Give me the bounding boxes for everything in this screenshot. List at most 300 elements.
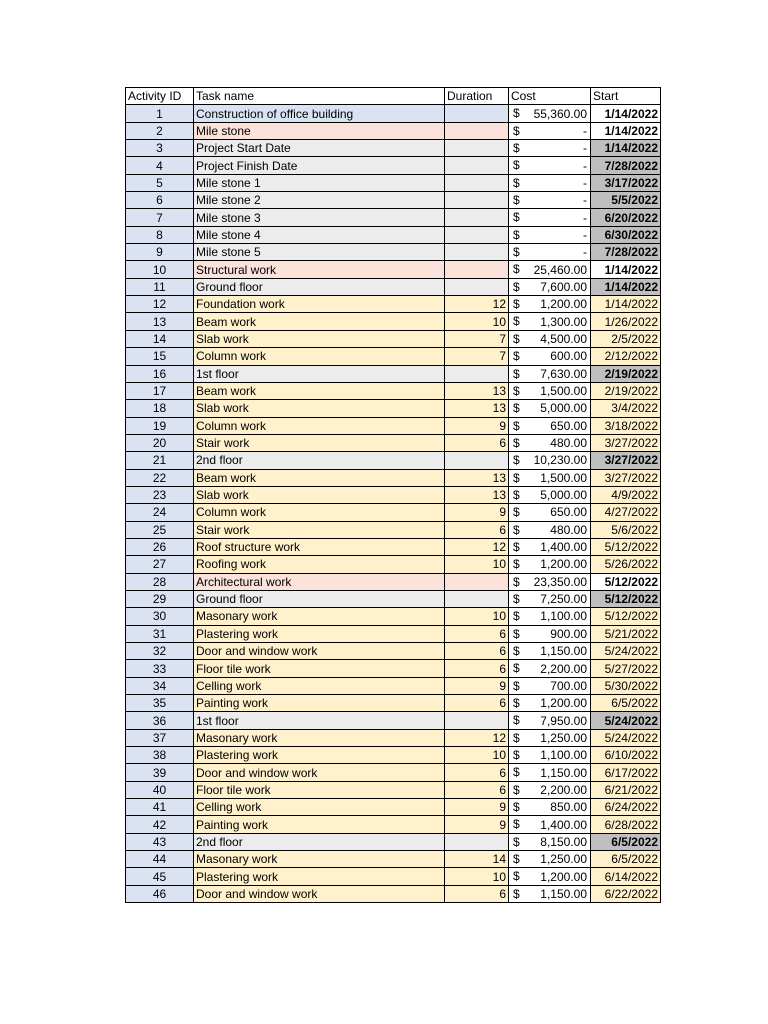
cost-cell[interactable]	[509, 469, 591, 486]
cost-cell[interactable]	[509, 192, 591, 209]
activity-id-cell[interactable]: 7	[126, 209, 194, 226]
duration-cell[interactable]: 13	[445, 400, 509, 417]
currency-symbol: $	[513, 591, 520, 606]
activity-id-cell[interactable]: 16	[126, 365, 194, 382]
start-date-cell[interactable]: 4/9/2022	[591, 486, 661, 503]
duration-cell[interactable]: 6	[445, 885, 509, 902]
task-name-cell[interactable]: Beam work	[194, 313, 445, 330]
task-name-cell[interactable]: Mile stone 4	[194, 226, 445, 243]
activity-id-cell[interactable]: 33	[126, 660, 194, 677]
duration-cell[interactable]: 6	[445, 625, 509, 642]
activity-id-cell[interactable]: 9	[126, 244, 194, 261]
cost-cell[interactable]	[509, 226, 591, 243]
task-name-cell[interactable]: Floor tile work	[194, 781, 445, 798]
cost-cell[interactable]	[509, 695, 591, 712]
duration-cell[interactable]: 13	[445, 382, 509, 399]
table-row	[126, 747, 661, 764]
currency-symbol: $	[513, 574, 520, 589]
start-date-cell[interactable]: 1/14/2022	[591, 140, 661, 157]
activity-id-cell[interactable]: 20	[126, 434, 194, 451]
activity-id-cell[interactable]: 2	[126, 122, 194, 139]
cost-cell[interactable]	[509, 313, 591, 330]
task-name-cell[interactable]: Celling work	[194, 677, 445, 694]
cost-amount: 55,360.00	[533, 106, 587, 121]
task-name-cell[interactable]: Slab work	[194, 330, 445, 347]
cost-amount: 25,460.00	[533, 262, 587, 277]
start-date-cell[interactable]: 7/28/2022	[591, 157, 661, 174]
task-name-cell[interactable]: Slab work	[194, 486, 445, 503]
cost-amount: 1,150.00	[540, 765, 587, 780]
table-row	[126, 781, 661, 798]
activity-id-cell[interactable]: 1	[126, 105, 194, 122]
task-name-cell[interactable]: Door and window work	[194, 885, 445, 902]
task-name-cell[interactable]: Construction of office building	[194, 105, 445, 122]
start-date-cell[interactable]: 3/27/2022	[591, 434, 661, 451]
currency-symbol: $	[513, 401, 520, 416]
start-date-cell[interactable]: 5/12/2022	[591, 573, 661, 590]
task-name-cell[interactable]: Foundation work	[194, 296, 445, 313]
cost-cell[interactable]	[509, 677, 591, 694]
currency-symbol: $	[513, 262, 520, 277]
start-date-cell[interactable]: 2/19/2022	[591, 382, 661, 399]
currency-symbol: $	[513, 487, 520, 502]
duration-cell[interactable]: 9	[445, 504, 509, 521]
duration-cell[interactable]: 9	[445, 677, 509, 694]
duration-cell[interactable]	[445, 833, 509, 850]
activity-id-cell[interactable]: 21	[126, 452, 194, 469]
cost-cell[interactable]	[509, 573, 591, 590]
currency-symbol: $	[513, 314, 520, 329]
start-date-cell[interactable]: 6/5/2022	[591, 695, 661, 712]
duration-cell[interactable]	[445, 590, 509, 607]
task-name-cell[interactable]: Floor tile work	[194, 660, 445, 677]
task-name-cell[interactable]: Celling work	[194, 799, 445, 816]
task-name-cell[interactable]: Beam work	[194, 382, 445, 399]
activity-id-cell[interactable]: 27	[126, 556, 194, 573]
start-date-cell[interactable]: 3/17/2022	[591, 174, 661, 191]
activity-id-cell[interactable]: 15	[126, 348, 194, 365]
duration-cell[interactable]	[445, 712, 509, 729]
cost-amount: 23,350.00	[533, 574, 587, 589]
duration-cell[interactable]	[445, 105, 509, 122]
start-date-cell[interactable]: 2/19/2022	[591, 365, 661, 382]
task-name-cell[interactable]: Roof structure work	[194, 538, 445, 555]
start-date-cell[interactable]: 3/4/2022	[591, 400, 661, 417]
currency-symbol: $	[513, 817, 520, 832]
task-name-cell[interactable]: 2nd floor	[194, 833, 445, 850]
table-row	[126, 538, 661, 555]
currency-symbol: $	[513, 782, 520, 797]
cost-amount: 480.00	[550, 436, 587, 451]
table-row	[126, 278, 661, 295]
cost-cell[interactable]	[509, 434, 591, 451]
table-row	[126, 660, 661, 677]
cost-cell[interactable]	[509, 781, 591, 798]
cost-amount: 7,250.00	[540, 592, 587, 607]
activity-id-cell[interactable]: 13	[126, 313, 194, 330]
cost-cell[interactable]	[509, 590, 591, 607]
table-row	[126, 261, 661, 278]
cost-cell[interactable]	[509, 868, 591, 885]
start-date-cell[interactable]: 5/27/2022	[591, 660, 661, 677]
currency-symbol: $	[513, 470, 520, 485]
duration-cell[interactable]: 6	[445, 521, 509, 538]
task-name-cell[interactable]: Project Finish Date	[194, 157, 445, 174]
cost-cell[interactable]	[509, 382, 591, 399]
duration-cell[interactable]	[445, 365, 509, 382]
cost-cell[interactable]	[509, 625, 591, 642]
start-date-cell[interactable]: 3/27/2022	[591, 469, 661, 486]
activity-id-cell[interactable]: 6	[126, 192, 194, 209]
duration-cell[interactable]: 6	[445, 695, 509, 712]
task-name-cell[interactable]: Plastering work	[194, 747, 445, 764]
start-date-cell[interactable]: 6/17/2022	[591, 764, 661, 781]
start-date-cell[interactable]: 5/5/2022	[591, 192, 661, 209]
currency-symbol: $	[513, 713, 520, 728]
cost-amount: 650.00	[550, 505, 587, 520]
duration-cell[interactable]: 6	[445, 660, 509, 677]
activity-id-cell[interactable]: 43	[126, 833, 194, 850]
task-name-cell[interactable]: Plastering work	[194, 868, 445, 885]
cost-cell[interactable]	[509, 400, 591, 417]
cost-cell[interactable]	[509, 365, 591, 382]
task-name-cell[interactable]: Column work	[194, 504, 445, 521]
currency-symbol: $	[513, 435, 520, 450]
duration-cell[interactable]: 10	[445, 313, 509, 330]
duration-cell[interactable]: 14	[445, 851, 509, 868]
cost-amount: 2,200.00	[540, 782, 587, 797]
cost-amount: 1,100.00	[540, 748, 587, 763]
activity-id-cell[interactable]: 8	[126, 226, 194, 243]
start-date-cell[interactable]: 1/26/2022	[591, 313, 661, 330]
duration-cell[interactable]: 9	[445, 417, 509, 434]
cost-cell[interactable]	[509, 244, 591, 261]
cost-amount: -	[583, 175, 587, 190]
currency-symbol: $	[513, 106, 520, 121]
start-date-cell[interactable]: 6/14/2022	[591, 868, 661, 885]
duration-cell[interactable]	[445, 261, 509, 278]
cost-cell[interactable]	[509, 521, 591, 538]
start-date-cell[interactable]: 3/18/2022	[591, 417, 661, 434]
task-name-cell[interactable]: Structural work	[194, 261, 445, 278]
cost-amount: 1,100.00	[540, 609, 587, 624]
cost-cell[interactable]	[509, 764, 591, 781]
table-row	[126, 382, 661, 399]
cost-cell[interactable]	[509, 885, 591, 902]
currency-symbol: $	[513, 210, 520, 225]
task-name-cell[interactable]: Plastering work	[194, 625, 445, 642]
duration-cell[interactable]: 12	[445, 296, 509, 313]
activity-id-cell[interactable]: 23	[126, 486, 194, 503]
cost-cell[interactable]	[509, 833, 591, 850]
duration-cell[interactable]	[445, 174, 509, 191]
activity-id-cell[interactable]: 35	[126, 695, 194, 712]
task-name-cell[interactable]: Ground floor	[194, 590, 445, 607]
currency-symbol: $	[513, 765, 520, 780]
activity-id-cell[interactable]: 37	[126, 729, 194, 746]
cost-amount: 1,200.00	[540, 869, 587, 884]
duration-cell[interactable]: 6	[445, 434, 509, 451]
task-name-cell[interactable]: Door and window work	[194, 764, 445, 781]
start-date-cell[interactable]: 1/14/2022	[591, 296, 661, 313]
start-date-cell[interactable]: 5/12/2022	[591, 590, 661, 607]
activity-id-cell[interactable]: 4	[126, 157, 194, 174]
task-name-cell[interactable]: 2nd floor	[194, 452, 445, 469]
start-date-cell[interactable]: 6/5/2022	[591, 851, 661, 868]
cost-cell[interactable]	[509, 157, 591, 174]
cost-cell[interactable]	[509, 278, 591, 295]
currency-symbol: $	[513, 158, 520, 173]
duration-cell[interactable]	[445, 122, 509, 139]
cost-amount: 1,150.00	[540, 886, 587, 901]
cost-cell[interactable]	[509, 486, 591, 503]
activity-id-cell[interactable]: 25	[126, 521, 194, 538]
currency-symbol: $	[513, 800, 520, 815]
start-date-cell[interactable]: 6/5/2022	[591, 833, 661, 850]
activity-id-cell[interactable]: 29	[126, 590, 194, 607]
activity-id-cell[interactable]: 42	[126, 816, 194, 833]
duration-cell[interactable]: 10	[445, 868, 509, 885]
task-name-cell[interactable]: Column work	[194, 417, 445, 434]
duration-cell[interactable]	[445, 573, 509, 590]
start-date-cell[interactable]: 6/30/2022	[591, 226, 661, 243]
duration-cell[interactable]: 10	[445, 747, 509, 764]
start-date-cell[interactable]: 6/21/2022	[591, 781, 661, 798]
task-name-cell[interactable]: Stair work	[194, 521, 445, 538]
duration-cell[interactable]: 12	[445, 538, 509, 555]
duration-cell[interactable]	[445, 157, 509, 174]
currency-symbol: $	[513, 349, 520, 364]
activity-id-cell[interactable]: 46	[126, 885, 194, 902]
table-row	[126, 244, 661, 261]
start-date-cell[interactable]: 2/5/2022	[591, 330, 661, 347]
duration-cell[interactable]: 9	[445, 816, 509, 833]
activity-id-cell[interactable]: 30	[126, 608, 194, 625]
duration-cell[interactable]: 7	[445, 348, 509, 365]
start-date-cell[interactable]: 3/27/2022	[591, 452, 661, 469]
table-row	[126, 799, 661, 816]
activity-id-cell[interactable]: 40	[126, 781, 194, 798]
table-row	[126, 122, 661, 139]
table-row	[126, 469, 661, 486]
task-name-cell[interactable]: Beam work	[194, 469, 445, 486]
activity-id-cell[interactable]: 39	[126, 764, 194, 781]
currency-symbol: $	[513, 193, 520, 208]
cost-cell[interactable]	[509, 330, 591, 347]
start-date-cell[interactable]: 1/14/2022	[591, 122, 661, 139]
cost-cell[interactable]	[509, 712, 591, 729]
duration-cell[interactable]	[445, 226, 509, 243]
duration-cell[interactable]: 10	[445, 608, 509, 625]
cost-cell[interactable]	[509, 174, 591, 191]
start-date-cell[interactable]: 5/6/2022	[591, 521, 661, 538]
activity-id-cell[interactable]: 22	[126, 469, 194, 486]
cost-amount: -	[583, 193, 587, 208]
currency-symbol: $	[513, 730, 520, 745]
currency-symbol: $	[513, 297, 520, 312]
start-date-cell[interactable]: 5/12/2022	[591, 608, 661, 625]
start-date-cell[interactable]: 6/24/2022	[591, 799, 661, 816]
activity-id-cell[interactable]: 11	[126, 278, 194, 295]
duration-cell[interactable]	[445, 140, 509, 157]
task-name-cell[interactable]: Mile stone 5	[194, 244, 445, 261]
cost-cell[interactable]	[509, 608, 591, 625]
cost-cell[interactable]	[509, 747, 591, 764]
currency-symbol: $	[513, 886, 520, 901]
activity-id-cell[interactable]: 36	[126, 712, 194, 729]
task-name-cell[interactable]: Architectural work	[194, 573, 445, 590]
duration-cell[interactable]: 13	[445, 486, 509, 503]
start-date-cell[interactable]: 2/12/2022	[591, 348, 661, 365]
currency-symbol: $	[513, 644, 520, 658]
activity-id-cell[interactable]: 31	[126, 625, 194, 642]
task-name-cell[interactable]: Mile stone 2	[194, 192, 445, 209]
cost-amount: 1,400.00	[540, 817, 587, 832]
activity-id-cell[interactable]: 18	[126, 400, 194, 417]
cost-amount: 1,500.00	[540, 470, 587, 485]
task-name-cell[interactable]: Stair work	[194, 434, 445, 451]
cost-cell[interactable]	[509, 643, 591, 660]
task-name-cell[interactable]: Mile stone	[194, 122, 445, 139]
table-row	[126, 105, 661, 122]
activity-id-cell[interactable]: 5	[126, 174, 194, 191]
start-date-cell[interactable]: 5/26/2022	[591, 556, 661, 573]
duration-cell[interactable]	[445, 278, 509, 295]
activity-id-cell[interactable]: 19	[126, 417, 194, 434]
activity-id-cell[interactable]: 28	[126, 573, 194, 590]
start-date-cell[interactable]: 6/20/2022	[591, 209, 661, 226]
duration-cell[interactable]: 7	[445, 330, 509, 347]
cost-cell[interactable]	[509, 504, 591, 521]
table-row	[126, 643, 661, 660]
cost-cell[interactable]	[509, 348, 591, 365]
activity-id-cell[interactable]: 17	[126, 382, 194, 399]
table-row	[126, 504, 661, 521]
task-name-cell[interactable]: Ground floor	[194, 278, 445, 295]
cost-cell[interactable]	[509, 660, 591, 677]
cost-cell[interactable]	[509, 417, 591, 434]
task-name-cell[interactable]: Masonary work	[194, 729, 445, 746]
duration-cell[interactable]	[445, 244, 509, 261]
activity-id-cell[interactable]: 10	[126, 261, 194, 278]
header-start: Start	[591, 88, 661, 105]
task-name-cell[interactable]: 1st floor	[194, 365, 445, 382]
cost-cell[interactable]	[509, 538, 591, 555]
cost-cell[interactable]	[509, 261, 591, 278]
activity-id-cell[interactable]: 32	[126, 643, 194, 660]
cost-cell[interactable]	[509, 799, 591, 816]
task-name-cell[interactable]: Column work	[194, 348, 445, 365]
start-date-cell[interactable]: 5/24/2022	[591, 712, 661, 729]
cost-cell[interactable]	[509, 209, 591, 226]
table-row	[126, 764, 661, 781]
cost-amount: -	[583, 245, 587, 260]
cost-amount: 1,200.00	[540, 297, 587, 312]
start-date-cell[interactable]: 5/24/2022	[591, 729, 661, 746]
activity-id-cell[interactable]: 45	[126, 868, 194, 885]
start-date-cell[interactable]: 4/27/2022	[591, 504, 661, 521]
currency-symbol: $	[513, 661, 520, 676]
task-name-cell[interactable]: Slab work	[194, 400, 445, 417]
activity-id-cell[interactable]: 3	[126, 140, 194, 157]
activity-id-cell[interactable]: 38	[126, 747, 194, 764]
activity-id-cell[interactable]: 41	[126, 799, 194, 816]
table-row	[126, 330, 661, 347]
activity-id-cell[interactable]: 26	[126, 538, 194, 555]
cost-cell[interactable]	[509, 105, 591, 122]
table-row	[126, 157, 661, 174]
task-name-cell[interactable]: Project Start Date	[194, 140, 445, 157]
task-name-cell[interactable]: Painting work	[194, 816, 445, 833]
start-date-cell[interactable]: 7/28/2022	[591, 244, 661, 261]
task-name-cell[interactable]: Masonary work	[194, 608, 445, 625]
task-name-cell[interactable]: Mile stone 3	[194, 209, 445, 226]
start-date-cell[interactable]: 5/21/2022	[591, 625, 661, 642]
activity-id-cell[interactable]: 14	[126, 330, 194, 347]
cost-cell[interactable]	[509, 452, 591, 469]
task-name-cell[interactable]: Roofing work	[194, 556, 445, 573]
duration-cell[interactable]: 13	[445, 469, 509, 486]
header-duration: Duration	[445, 88, 509, 105]
table-row	[126, 140, 661, 157]
cost-cell[interactable]	[509, 296, 591, 313]
cost-cell[interactable]	[509, 556, 591, 573]
duration-cell[interactable]	[445, 452, 509, 469]
cost-amount: 1,300.00	[540, 314, 587, 329]
activity-id-cell[interactable]: 12	[126, 296, 194, 313]
cost-cell[interactable]	[509, 729, 591, 746]
task-name-cell[interactable]: Mile stone 1	[194, 174, 445, 191]
activity-id-cell[interactable]: 44	[126, 851, 194, 868]
duration-cell[interactable]	[445, 192, 509, 209]
start-date-cell[interactable]: 1/14/2022	[591, 105, 661, 122]
task-name-cell[interactable]: Painting work	[194, 695, 445, 712]
duration-cell[interactable]: 6	[445, 643, 509, 660]
duration-cell[interactable]	[445, 209, 509, 226]
task-name-cell[interactable]: 1st floor	[194, 712, 445, 729]
currency-symbol: $	[513, 279, 520, 294]
duration-cell[interactable]: 6	[445, 764, 509, 781]
duration-cell[interactable]: 10	[445, 556, 509, 573]
cost-amount: -	[583, 227, 587, 242]
start-date-cell[interactable]: 5/24/2022	[591, 643, 661, 660]
duration-cell[interactable]: 6	[445, 781, 509, 798]
table-row	[126, 434, 661, 451]
activity-id-cell[interactable]: 24	[126, 504, 194, 521]
cost-cell[interactable]	[509, 122, 591, 139]
task-name-cell[interactable]: Masonary work	[194, 851, 445, 868]
duration-cell[interactable]: 9	[445, 799, 509, 816]
start-date-cell[interactable]: 6/28/2022	[591, 816, 661, 833]
schedule-table	[125, 87, 661, 903]
currency-symbol: $	[513, 696, 520, 711]
cost-amount: 7,950.00	[540, 713, 587, 728]
cost-amount: 900.00	[550, 626, 587, 641]
start-date-cell[interactable]: 1/14/2022	[591, 261, 661, 278]
task-name-cell[interactable]: Door and window work	[194, 643, 445, 660]
activity-id-cell[interactable]: 34	[126, 677, 194, 694]
start-date-cell[interactable]: 5/12/2022	[591, 538, 661, 555]
header-row	[126, 88, 661, 105]
start-date-cell[interactable]: 6/22/2022	[591, 885, 661, 902]
start-date-cell[interactable]: 6/10/2022	[591, 747, 661, 764]
cost-cell[interactable]	[509, 851, 591, 868]
cost-cell[interactable]	[509, 140, 591, 157]
duration-cell[interactable]: 12	[445, 729, 509, 746]
start-date-cell[interactable]: 5/30/2022	[591, 677, 661, 694]
start-date-cell[interactable]: 1/14/2022	[591, 278, 661, 295]
cost-cell[interactable]	[509, 816, 591, 833]
